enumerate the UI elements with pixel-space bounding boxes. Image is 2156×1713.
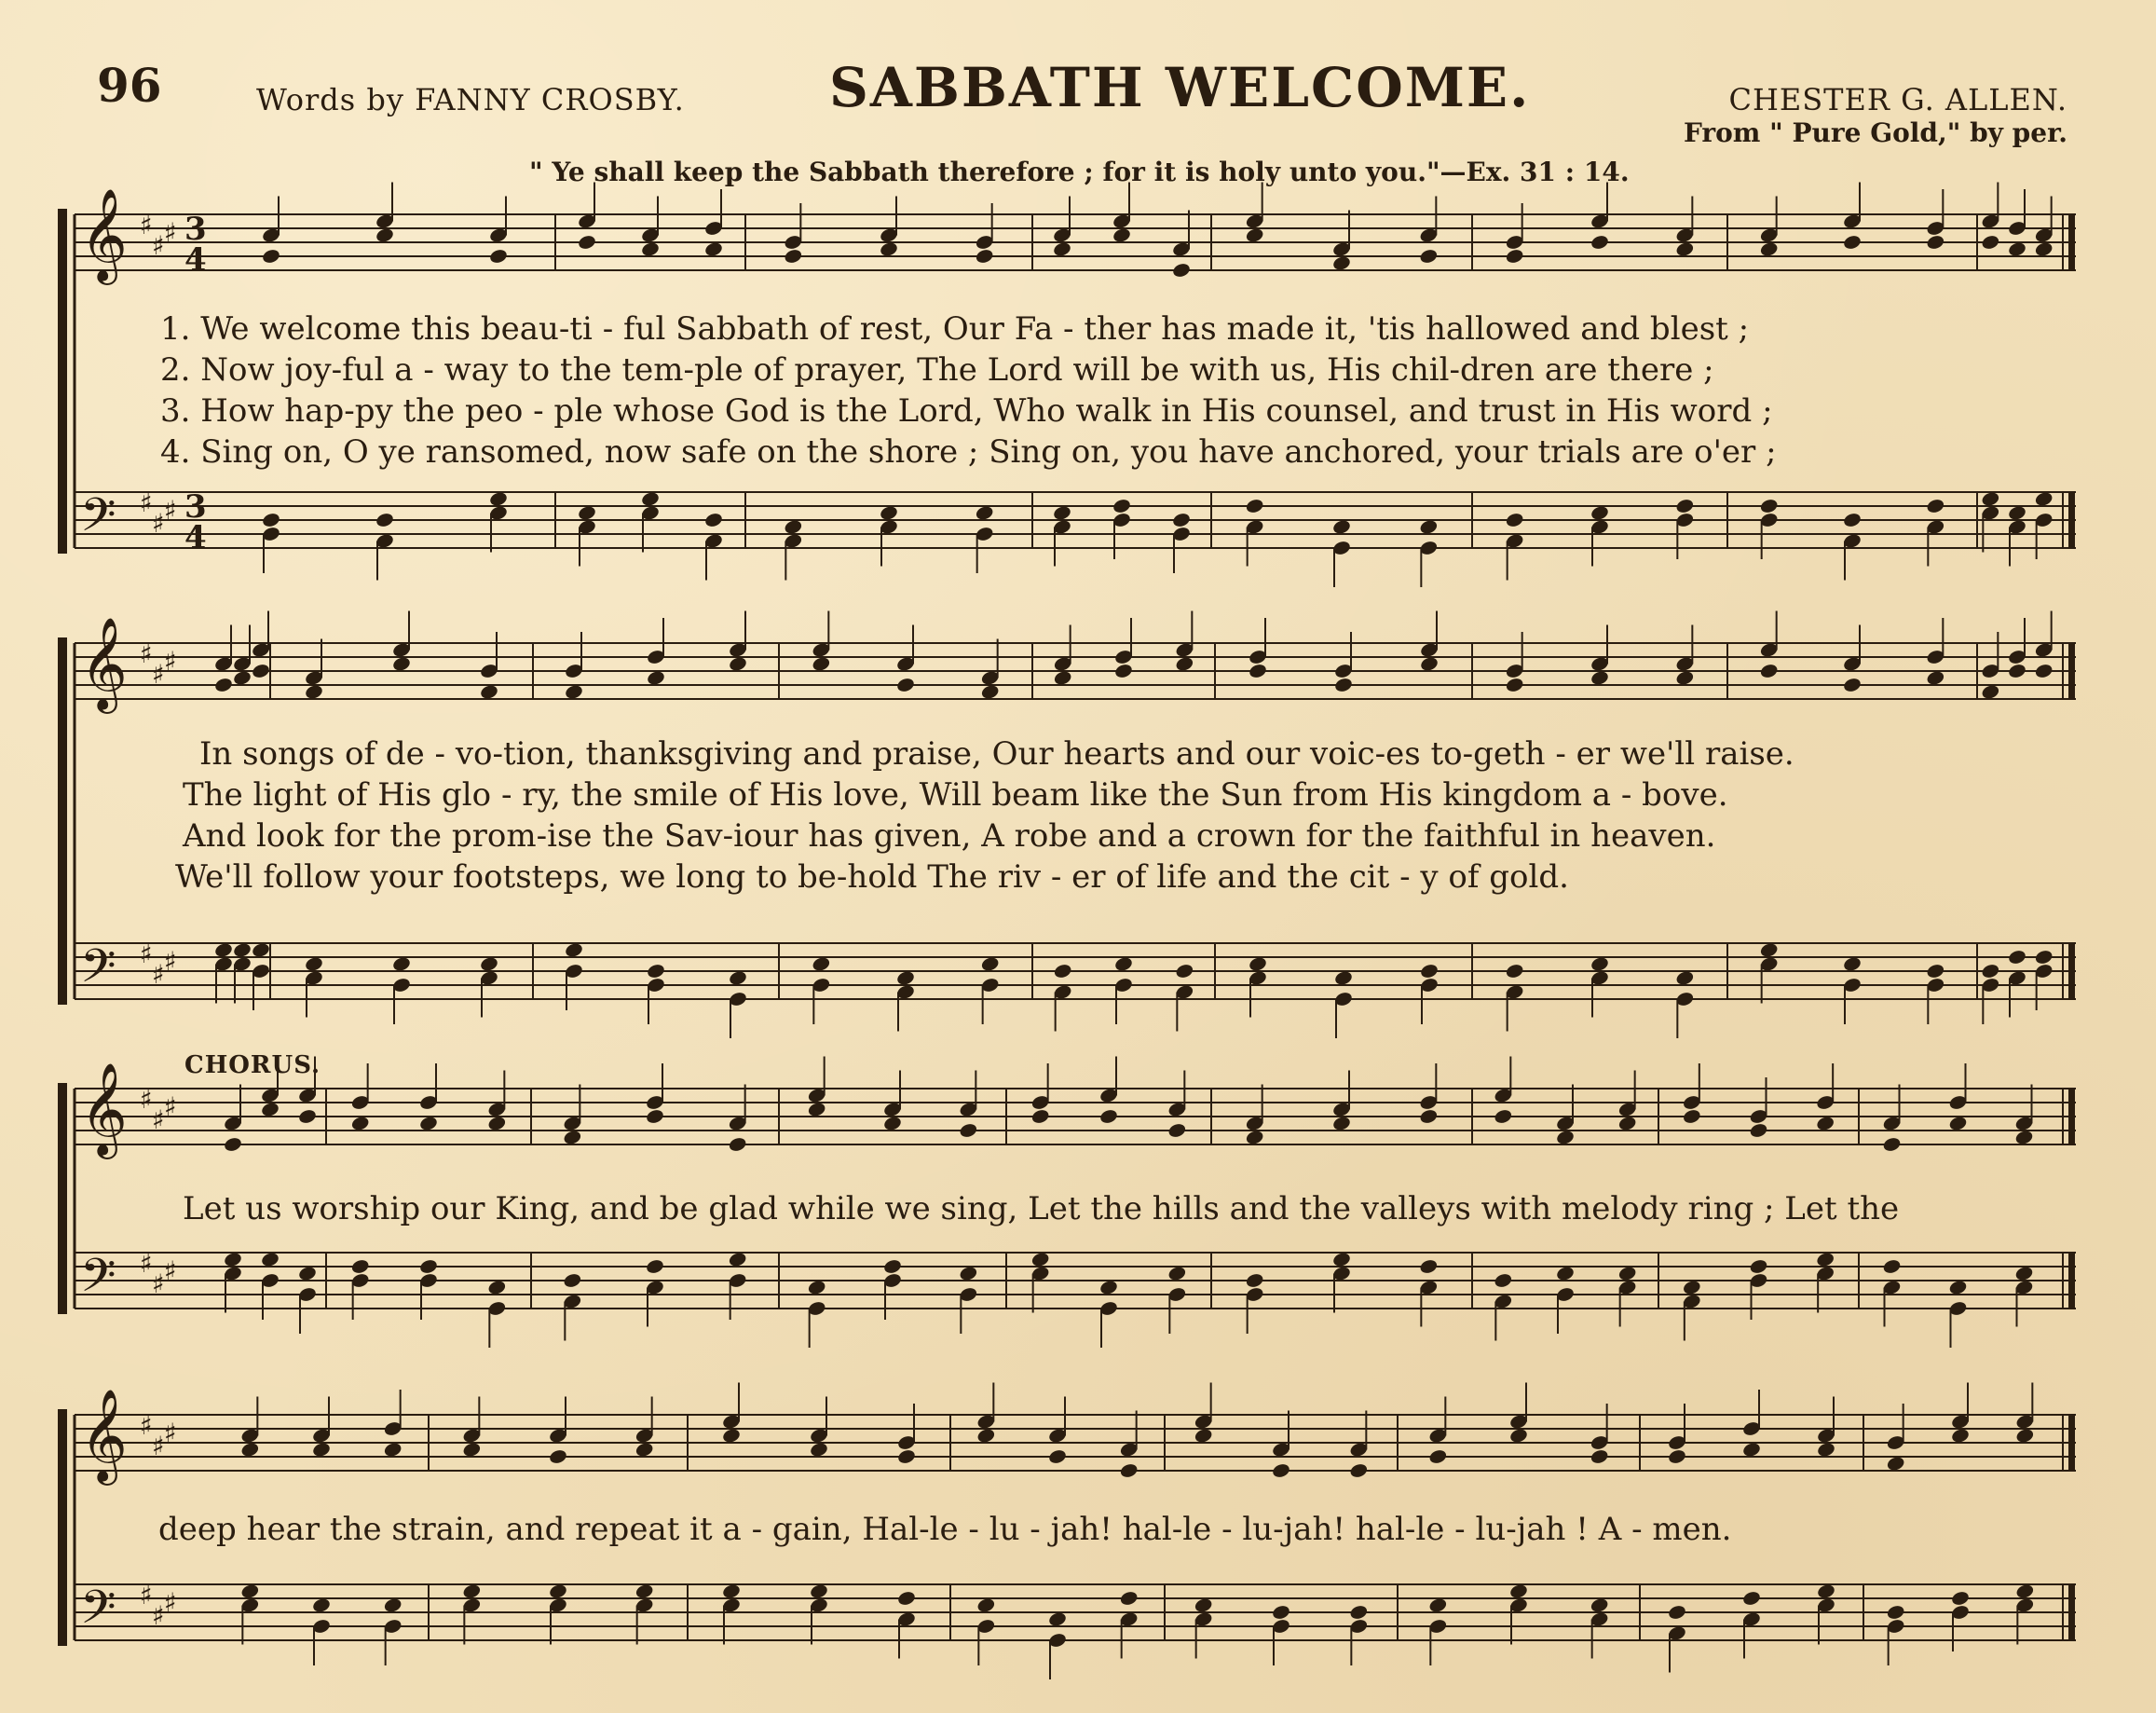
note-head (1245, 498, 1264, 514)
sharp-icon: ♯ (152, 230, 165, 261)
note-head (1590, 955, 1609, 972)
note-head (1815, 1251, 1835, 1268)
sharp-icon: ♯ (164, 495, 177, 526)
note-head (2007, 240, 2026, 257)
note-head (1505, 963, 1524, 980)
treble-clef-icon: 𝄞 (80, 1062, 128, 1156)
chorus-label: CHORUS. (184, 1051, 321, 1079)
note-head (1816, 1583, 1835, 1599)
note-head (635, 1583, 654, 1599)
note-head (1675, 669, 1695, 686)
bass-clef-icon: 𝄢 (80, 488, 116, 554)
note-head (223, 1136, 242, 1153)
note-head (251, 941, 270, 958)
final-barline (2068, 1089, 2075, 1144)
note-head (896, 1590, 916, 1607)
note-head (1590, 504, 1609, 521)
note-head (976, 1597, 996, 1613)
sharp-icon: ♯ (140, 1580, 153, 1610)
note-head (1508, 1583, 1528, 1599)
note-head (213, 677, 233, 693)
note-head (1505, 512, 1524, 528)
note-head (383, 1597, 403, 1613)
note-head (1331, 518, 1351, 535)
sharp-icon: ♯ (164, 1255, 177, 1286)
note-head (879, 504, 898, 521)
note-head (375, 226, 394, 243)
note-head (1053, 669, 1072, 686)
note-head (2034, 240, 2054, 257)
sharp-icon: ♯ (140, 638, 153, 669)
note-head (487, 1279, 507, 1295)
note-head (640, 240, 660, 257)
note-head (311, 1441, 331, 1458)
system-bracket (58, 1409, 67, 1646)
note-head (240, 1441, 260, 1458)
note-head (2014, 1129, 2034, 1145)
note-head (1331, 1115, 1351, 1131)
note-head (1842, 512, 1862, 528)
note-head (1419, 963, 1439, 980)
sharp-icon: ♯ (164, 646, 177, 677)
note-head (1248, 955, 1267, 972)
note-head (645, 1108, 664, 1125)
note-head (809, 1441, 828, 1458)
note-head (488, 248, 508, 265)
note-head (548, 1448, 567, 1465)
verse-2-line-a: 2. Now joy-ful a - way to the tem-ple of prayer, The Lord will be with us, His chil-dren are there ; (160, 351, 1714, 389)
chorus-line-2: deep hear the strain, and repeat it a - gain, Hal-le - lu - jah! hal-le - lu-jah! hal-le - lu-jah ! A - men. (158, 1511, 1732, 1548)
note-head (1981, 963, 2000, 980)
note-head (462, 1583, 482, 1599)
note-head (703, 512, 723, 528)
treble-clef-icon: 𝄞 (80, 1389, 128, 1482)
note-head (261, 248, 280, 265)
note-head (311, 1597, 331, 1613)
sharp-icon: ♯ (152, 1104, 165, 1135)
note-head (564, 683, 583, 700)
note-head (721, 1583, 741, 1599)
note-head (784, 248, 803, 265)
note-head (1950, 1590, 1970, 1607)
time-signature-denominator: 4 (184, 241, 207, 279)
note-head (232, 669, 252, 686)
note-head (1617, 1265, 1637, 1281)
note-head (1926, 234, 1945, 251)
sharp-icon: ♯ (152, 508, 165, 539)
note-head (1098, 1279, 1118, 1295)
sharp-icon: ♯ (152, 1600, 165, 1631)
note-head (975, 248, 994, 265)
note-head (297, 1108, 317, 1125)
note-head (1682, 1279, 1701, 1295)
note-head (564, 941, 583, 958)
note-head (1886, 1455, 1905, 1472)
note-head (251, 663, 270, 679)
note-head (1331, 1251, 1351, 1268)
note-head (1741, 1590, 1761, 1607)
note-head (1948, 1115, 1968, 1131)
note-head (1167, 1265, 1187, 1281)
note-head (1047, 1448, 1067, 1465)
note-head (1030, 1251, 1050, 1268)
note-head (959, 1265, 978, 1281)
note-head (2015, 1427, 2035, 1444)
note-head (1419, 248, 1439, 265)
note-head (261, 512, 280, 528)
note-head (1815, 1115, 1835, 1131)
sharp-icon: ♯ (164, 1418, 177, 1448)
note-head (1675, 969, 1695, 986)
note-head (728, 969, 747, 986)
note-head (563, 1129, 582, 1145)
note-head (809, 1583, 828, 1599)
note-head (304, 683, 323, 700)
time-signature-numerator: 3 (184, 488, 207, 526)
sharp-icon: ♯ (164, 1091, 177, 1122)
note-head (1052, 240, 1071, 257)
note-head (260, 1101, 280, 1117)
note-head (1759, 498, 1779, 514)
note-head (1842, 677, 1862, 693)
note-head (1926, 669, 1945, 686)
note-head (488, 490, 508, 507)
note-head (1171, 262, 1191, 279)
note-head (391, 955, 411, 972)
note-head (895, 969, 915, 986)
note-head (1617, 1115, 1637, 1131)
note-head (1167, 1122, 1187, 1139)
note-head (812, 955, 831, 972)
sharp-icon: ♯ (152, 659, 165, 690)
verse-4-line-b: We'll follow your footsteps, we long to be-hold The riv - er of life and the cit - y of gold. (175, 858, 1569, 896)
note-head (1981, 234, 2000, 251)
note-head (1419, 1258, 1439, 1275)
note-head (2007, 949, 2026, 966)
note-head (728, 1251, 747, 1268)
note-head (1886, 1604, 1905, 1621)
note-head (1113, 955, 1133, 972)
note-head (350, 1115, 370, 1131)
note-head (646, 963, 665, 980)
sharp-icon: ♯ (140, 1084, 153, 1115)
note-head (1926, 963, 1945, 980)
note-head (1419, 655, 1439, 672)
final-barline (2068, 1415, 2075, 1471)
sharp-icon: ♯ (140, 1410, 153, 1441)
sharp-icon: ♯ (152, 1268, 165, 1299)
note-head (1194, 1597, 1213, 1613)
verse-4-line-a: 4. Sing on, O ye ransomed, now safe on the shore ; Sing on, you have anchored, your trials are o'er ; (160, 433, 1777, 471)
note-head (1052, 504, 1071, 521)
treble-clef-icon: 𝄞 (80, 617, 128, 710)
note-head (1555, 1129, 1575, 1145)
note-head (2034, 949, 2054, 966)
note-head (1175, 655, 1194, 672)
sharp-icon: ♯ (164, 1587, 177, 1618)
note-head (1759, 240, 1779, 257)
note-head (383, 1441, 403, 1458)
note-head (304, 955, 323, 972)
note-head (879, 240, 898, 257)
verse-3-line-b: And look for the prom-ise the Sav-iour has given, A robe and a crown for the faithful in heaven. (183, 817, 1716, 855)
note-head (784, 518, 803, 535)
verse-1-line-a: 1. We welcome this beau-ti - ful Sabbath of rest, Our Fa - ther has made it, 'tis hallowed and blest ; (160, 310, 1750, 348)
note-head (487, 1115, 507, 1131)
sharp-icon: ♯ (152, 959, 165, 990)
note-head (1667, 1448, 1686, 1465)
note-head (1675, 498, 1695, 514)
note-head (1119, 1590, 1139, 1607)
note-head (1882, 1258, 1902, 1275)
note-head (882, 1258, 902, 1275)
note-head (1245, 226, 1264, 243)
note-head (1331, 254, 1351, 271)
note-head (418, 1258, 438, 1275)
sharp-icon: ♯ (164, 217, 177, 248)
note-head (1842, 955, 1862, 972)
note-head (703, 240, 723, 257)
note-head (646, 669, 665, 686)
note-head (1590, 1597, 1609, 1613)
note-head (2007, 663, 2026, 679)
note-head (1248, 663, 1267, 679)
note-head (1816, 1441, 1835, 1458)
note-head (728, 655, 747, 672)
time-signature-numerator: 3 (184, 211, 207, 248)
sharp-icon: ♯ (164, 946, 177, 977)
sharp-icon: ♯ (140, 1248, 153, 1279)
note-head (1271, 1604, 1290, 1621)
sharp-icon: ♯ (152, 1431, 165, 1461)
sharp-icon: ♯ (140, 487, 153, 518)
note-head (980, 955, 1000, 972)
note-head (240, 1583, 260, 1599)
note-head (1948, 1279, 1968, 1295)
verse-3-line-a: 3. How hap-py the peo - ple whose God is the Lord, Who walk in His counsel, and trust in His word ; (160, 392, 1773, 430)
note-head (1349, 1462, 1369, 1479)
bass-clef-icon: 𝄢 (80, 1249, 116, 1314)
note-head (1494, 1272, 1513, 1289)
note-head (213, 941, 233, 958)
chorus-line-1: Let us worship our King, and be glad while we sing, Let the hills and the valleys with melody ring ; Let the (183, 1190, 1900, 1227)
page-number: 96 (97, 58, 162, 113)
note-head (635, 1441, 654, 1458)
note-head (1119, 1462, 1139, 1479)
lyricist-credit: Words by FANNY CROSBY. (256, 82, 685, 117)
note-head (479, 955, 498, 972)
note-head (1667, 1604, 1686, 1621)
note-head (1333, 677, 1353, 693)
note-head (1419, 1108, 1439, 1125)
note-head (577, 234, 596, 251)
note-head (1047, 1610, 1067, 1627)
note-head (1271, 1462, 1290, 1479)
note-head (640, 490, 660, 507)
note-head (375, 512, 394, 528)
note-head (1030, 1108, 1050, 1125)
note-head (1112, 498, 1131, 514)
note-head (1194, 1427, 1213, 1444)
time-signature-denominator: 4 (184, 519, 207, 556)
note-head (418, 1115, 438, 1131)
final-barline (2068, 492, 2075, 548)
note-head (1505, 677, 1524, 693)
note-head (959, 1122, 978, 1139)
note-head (2014, 1265, 2034, 1281)
verse-1-line-b: In songs of de - vo-tion, thanksgiving and praise, Our hearts and our voic-es to-geth - er we'll raise. (199, 735, 1794, 773)
note-head (812, 655, 831, 672)
composer-credit: CHESTER G. ALLEN. (1728, 82, 2067, 117)
note-head (1555, 1265, 1575, 1281)
note-head (479, 683, 498, 700)
note-head (1349, 1604, 1369, 1621)
note-head (1926, 498, 1945, 514)
note-head (1175, 963, 1194, 980)
scripture-epigraph: " Ye shall keep the Sabbath therefore ; for it is holy unto you."—Ex. 31 : 14. (529, 157, 1630, 187)
final-barline (2068, 1253, 2075, 1309)
note-head (297, 1265, 317, 1281)
note-head (1675, 240, 1695, 257)
final-barline (2068, 943, 2075, 999)
note-head (1245, 1272, 1264, 1289)
note-head (980, 683, 1000, 700)
note-head (807, 1101, 826, 1117)
note-head (882, 1115, 902, 1131)
source-credit: From " Pure Gold," by per. (1683, 117, 2067, 148)
note-head (896, 1448, 916, 1465)
bass-clef-icon: 𝄢 (80, 939, 116, 1005)
note-head (1590, 1448, 1609, 1465)
note-head (1950, 1427, 1970, 1444)
note-head (2034, 663, 2054, 679)
note-head (1749, 1258, 1768, 1275)
note-head (2015, 1583, 2035, 1599)
note-head (728, 1136, 747, 1153)
final-barline (2068, 643, 2075, 699)
note-head (563, 1272, 582, 1289)
note-head (1171, 512, 1191, 528)
system-bracket (58, 637, 67, 1005)
note-head (577, 504, 596, 521)
note-head (976, 1427, 996, 1444)
system-bracket (58, 209, 67, 554)
final-barline (2068, 1584, 2075, 1640)
note-head (1981, 683, 2000, 700)
note-head (721, 1427, 741, 1444)
note-head (1882, 1136, 1902, 1153)
note-head (548, 1583, 567, 1599)
note-head (1113, 663, 1133, 679)
note-head (1590, 234, 1609, 251)
final-barline (2068, 214, 2075, 270)
note-head (1053, 963, 1072, 980)
note-head (1842, 234, 1862, 251)
note-head (1112, 226, 1131, 243)
note-head (232, 941, 252, 958)
note-head (2034, 490, 2054, 507)
hymn-title: SABBATH WELCOME. (829, 56, 1531, 119)
note-head (1759, 941, 1779, 958)
sharp-icon: ♯ (140, 210, 153, 240)
note-head (2007, 504, 2026, 521)
system-bracket (58, 1083, 67, 1314)
note-head (1741, 1441, 1761, 1458)
note-head (1428, 1448, 1448, 1465)
note-head (895, 677, 915, 693)
bass-clef-icon: 𝄢 (80, 1581, 116, 1646)
note-head (260, 1251, 280, 1268)
note-head (223, 1251, 242, 1268)
note-head (1682, 1108, 1701, 1125)
note-head (1981, 490, 2000, 507)
note-head (1590, 669, 1609, 686)
note-head (645, 1258, 664, 1275)
note-head (1508, 1427, 1528, 1444)
note-head (462, 1441, 482, 1458)
sharp-icon: ♯ (140, 939, 153, 969)
note-head (1098, 1108, 1118, 1125)
note-head (975, 504, 994, 521)
verse-2-line-b: The light of His glo - ry, the smile of His love, Will beam like the Sun from His kingdom a - bove. (183, 776, 1728, 814)
note-head (807, 1279, 826, 1295)
note-head (1428, 1597, 1448, 1613)
note-head (1749, 1122, 1768, 1139)
note-head (1505, 248, 1524, 265)
note-head (391, 655, 411, 672)
note-head (1759, 663, 1779, 679)
note-head (350, 1258, 370, 1275)
note-head (1419, 518, 1439, 535)
note-head (1333, 969, 1353, 986)
treble-clef-icon: 𝄞 (80, 188, 128, 281)
note-head (1494, 1108, 1513, 1125)
note-head (1245, 1129, 1264, 1145)
